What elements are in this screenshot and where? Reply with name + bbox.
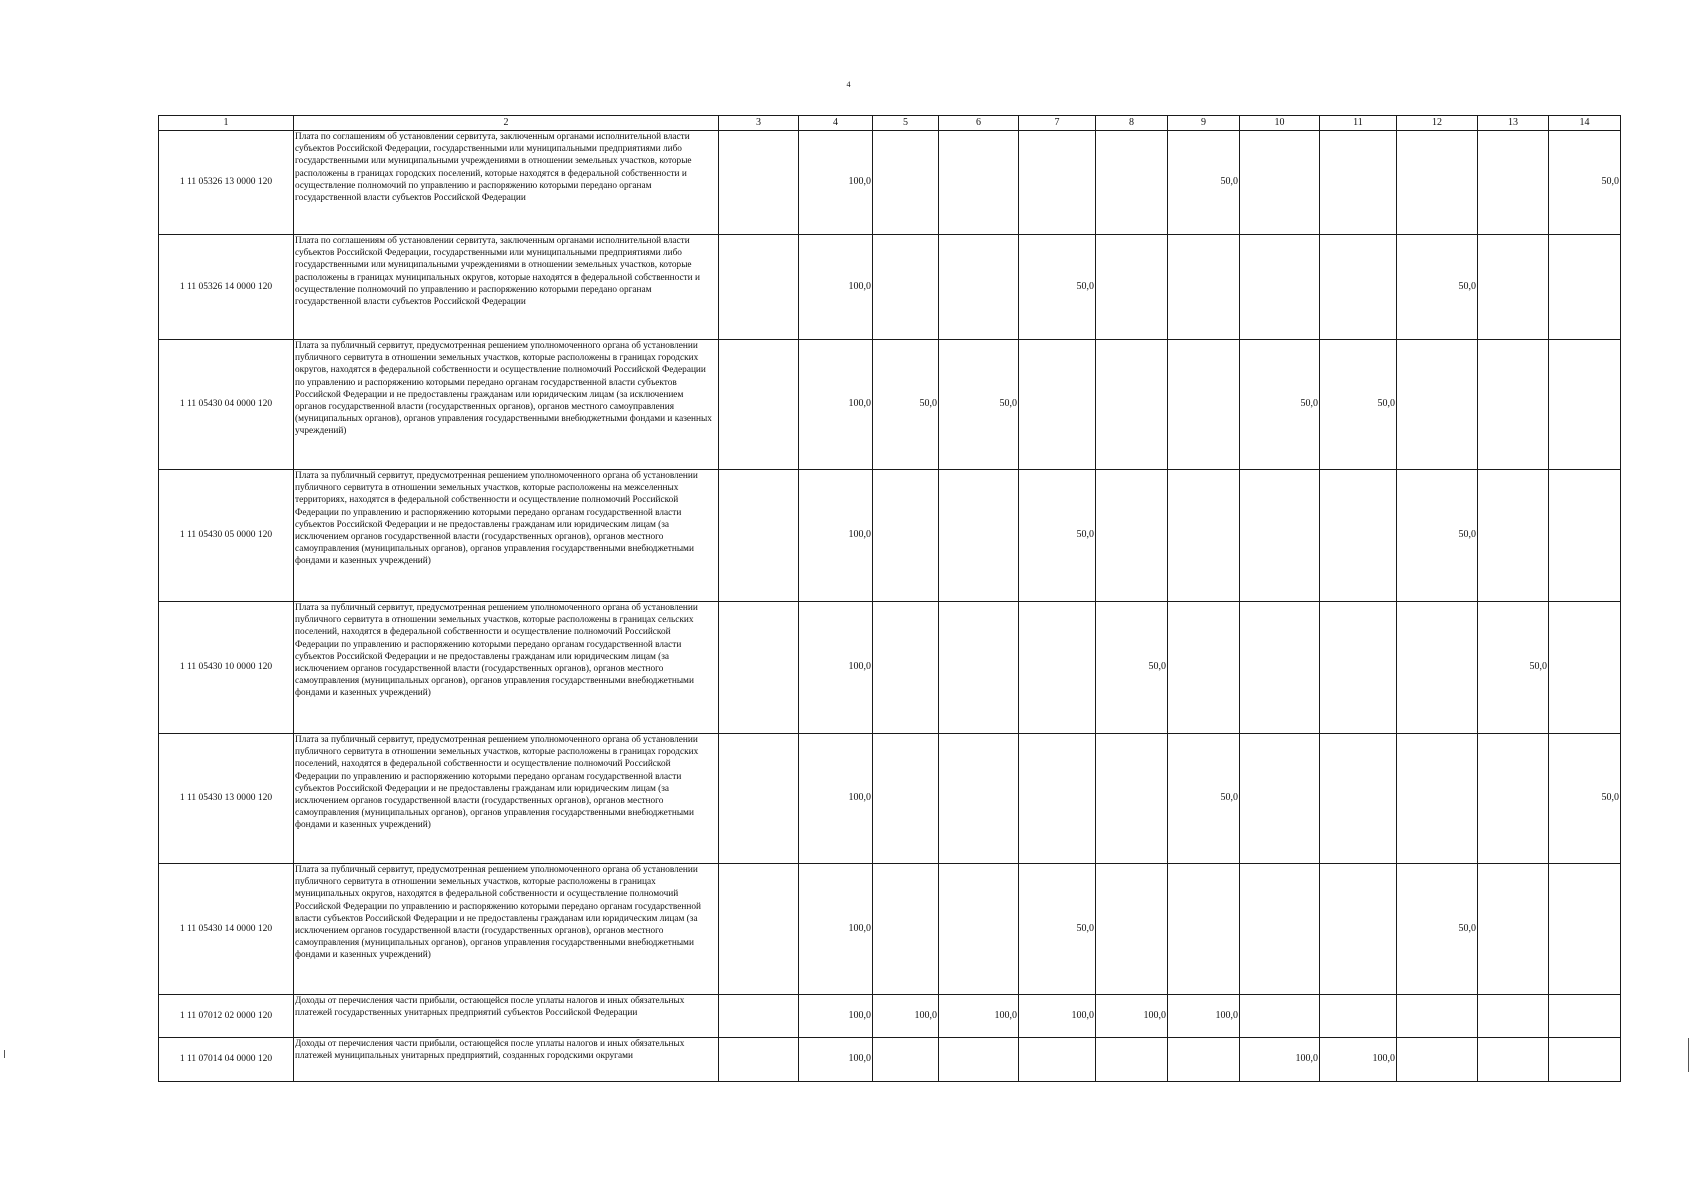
distribution-value-col-9 (1168, 1038, 1240, 1082)
distribution-value-col-13 (1478, 1038, 1549, 1082)
distribution-value-col-10 (1240, 131, 1320, 235)
distribution-value-col-10 (1240, 235, 1320, 340)
distribution-value-col-9 (1168, 340, 1240, 470)
table-row (159, 131, 1621, 235)
column-header-9: 9 (1168, 116, 1240, 131)
distribution-value-col-4: 100,0 (799, 235, 873, 340)
distribution-value-col-5 (873, 864, 939, 995)
revenue-description: Доходы от перечисления части прибыли, остающейся после уплаты налогов и иных обязательных платежей государственных унитарных предприятий субъектов Российской Федерации (294, 995, 719, 1038)
budget-classification-code: 1 11 05430 10 0000 120 (159, 602, 294, 734)
distribution-value-col-4: 100,0 (799, 864, 873, 995)
distribution-value-col-8: 100,0 (1096, 995, 1168, 1038)
distribution-value-col-12 (1397, 131, 1478, 235)
distribution-value-col-13 (1478, 470, 1549, 602)
table-row (159, 470, 1621, 602)
column-header-2: 2 (294, 116, 719, 131)
distribution-value-col-6 (939, 734, 1019, 864)
distribution-value-col-12: 50,0 (1397, 235, 1478, 340)
distribution-value-col-7: 50,0 (1019, 470, 1096, 602)
column-header-12: 12 (1397, 116, 1478, 131)
table-row (159, 734, 1621, 864)
revenue-description: Плата за публичный сервитут, предусмотренная решением уполномоченного органа об установлении публичного сервитута в отношении земельных участков, которые расположены в границах городских поселений, находятся в федеральной собственности и осуществление полномочий Российской Федерации по управлению и распоряжению которыми передано органам государственной власти субъектов Российской Федерации и не предоставлены гражданам или юридическим лицам (за исключением органов государственной власти (государственных органов), органов местного самоуправления (муниципальных органов), органов управления государственными внебюджетными фондами и казенных учреждений) (294, 734, 719, 864)
distribution-value-col-7 (1019, 340, 1096, 470)
distribution-value-col-3 (719, 470, 799, 602)
distribution-value-col-12 (1397, 340, 1478, 470)
budget-classification-code: 1 11 05430 14 0000 120 (159, 864, 294, 995)
distribution-value-col-11 (1320, 235, 1397, 340)
distribution-value-col-5 (873, 734, 939, 864)
distribution-value-col-10: 50,0 (1240, 340, 1320, 470)
distribution-value-col-5 (873, 470, 939, 602)
distribution-value-col-10: 100,0 (1240, 1038, 1320, 1082)
distribution-value-col-12: 50,0 (1397, 864, 1478, 995)
distribution-value-col-9 (1168, 470, 1240, 602)
distribution-value-col-10 (1240, 734, 1320, 864)
distribution-value-col-6 (939, 864, 1019, 995)
distribution-value-col-7 (1019, 602, 1096, 734)
distribution-value-col-5 (873, 131, 939, 235)
distribution-value-col-9: 50,0 (1168, 734, 1240, 864)
revenue-description: Доходы от перечисления части прибыли, остающейся после уплаты налогов и иных обязательных платежей муниципальных унитарных предприятий, созданных городскими округами (294, 1038, 719, 1082)
distribution-value-col-3 (719, 995, 799, 1038)
distribution-value-col-4: 100,0 (799, 470, 873, 602)
table-row (159, 864, 1621, 995)
distribution-value-col-3 (719, 734, 799, 864)
distribution-value-col-10 (1240, 995, 1320, 1038)
budget-classification-code: 1 11 07014 04 0000 120 (159, 1038, 294, 1082)
distribution-value-col-5 (873, 602, 939, 734)
budget-classification-code: 1 11 05430 13 0000 120 (159, 734, 294, 864)
distribution-value-col-7: 50,0 (1019, 235, 1096, 340)
distribution-value-col-13 (1478, 734, 1549, 864)
column-header-10: 10 (1240, 116, 1320, 131)
distribution-value-col-14 (1549, 470, 1621, 602)
distribution-value-col-8: 50,0 (1096, 602, 1168, 734)
revenue-description: Плата за публичный сервитут, предусмотренная решением уполномоченного органа об установлении публичного сервитута в отношении земельных участков, которые расположены в границах муниципальных округов, находятся в федеральной собственности и осуществление полномочий Российской Федерации по управлению и распоряжению которыми передано органам государственной власти субъектов Российской Федерации и не предоставлены гражданам или юридическим лицам (за исключением органов государственной власти (государственных органов), органов местного самоуправления (муниципальных органов), органов управления государственными внебюджетными фондами и казенных учреждений) (294, 864, 719, 995)
distribution-value-col-6: 100,0 (939, 995, 1019, 1038)
budget-classification-code: 1 11 05430 05 0000 120 (159, 470, 294, 602)
column-header-7: 7 (1019, 116, 1096, 131)
distribution-value-col-14: 50,0 (1549, 131, 1621, 235)
table-row (159, 602, 1621, 734)
distribution-value-col-3 (719, 864, 799, 995)
table-row (159, 995, 1621, 1038)
column-header-8: 8 (1096, 116, 1168, 131)
distribution-value-col-6 (939, 470, 1019, 602)
distribution-value-col-4: 100,0 (799, 340, 873, 470)
distribution-value-col-11 (1320, 734, 1397, 864)
distribution-value-col-12 (1397, 1038, 1478, 1082)
table-row (159, 340, 1621, 470)
distribution-value-col-13: 50,0 (1478, 602, 1549, 734)
distribution-value-col-14 (1549, 602, 1621, 734)
distribution-value-col-5 (873, 235, 939, 340)
distribution-value-col-8 (1096, 1038, 1168, 1082)
distribution-value-col-12 (1397, 995, 1478, 1038)
distribution-value-col-11 (1320, 864, 1397, 995)
distribution-value-col-9: 50,0 (1168, 131, 1240, 235)
column-header-1: 1 (159, 116, 294, 131)
column-header-6: 6 (939, 116, 1019, 131)
distribution-value-col-8 (1096, 340, 1168, 470)
distribution-value-col-8 (1096, 470, 1168, 602)
distribution-value-col-7 (1019, 131, 1096, 235)
budget-classification-code: 1 11 05430 04 0000 120 (159, 340, 294, 470)
distribution-value-col-3 (719, 131, 799, 235)
distribution-value-col-10 (1240, 602, 1320, 734)
distribution-value-col-8 (1096, 131, 1168, 235)
distribution-value-col-11: 100,0 (1320, 1038, 1397, 1082)
distribution-value-col-6 (939, 131, 1019, 235)
distribution-value-col-5 (873, 1038, 939, 1082)
distribution-value-col-13 (1478, 995, 1549, 1038)
distribution-value-col-13 (1478, 340, 1549, 470)
revenue-description: Плата за публичный сервитут, предусмотренная решением уполномоченного органа об установлении публичного сервитута в отношении земельных участков, которые расположены в границах городских округов, находятся в федеральной собственности и осуществление полномочий Российской Федерации по управлению и распоряжению которыми передано органам государственной власти субъектов Российской Федерации и не предоставлены гражданам или юридическим лицам (за исключением органов государственной власти (государственных органов), органов местного самоуправления (муниципальных органов), органов управления государственными внебюджетными фондами и казенных учреждений) (294, 340, 719, 470)
table-row (159, 235, 1621, 340)
distribution-value-col-9 (1168, 602, 1240, 734)
distribution-value-col-6 (939, 602, 1019, 734)
distribution-value-col-4: 100,0 (799, 1038, 873, 1082)
distribution-value-col-12 (1397, 734, 1478, 864)
distribution-value-col-4: 100,0 (799, 131, 873, 235)
column-header-13: 13 (1478, 116, 1549, 131)
revenue-description: Плата за публичный сервитут, предусмотренная решением уполномоченного органа об установлении публичного сервитута в отношении земельных участков, которые расположены в границах сельских поселений, находятся в федеральной собственности и осуществление полномочий Российской Федерации по управлению и распоряжению которыми передано органам государственной власти субъектов Российской Федерации и не предоставлены гражданам или юридическим лицам (за исключением органов государственной власти (государственных органов), органов местного самоуправления (муниципальных органов), органов управления государственными внебюджетными фондами и казенных учреждений) (294, 602, 719, 734)
distribution-value-col-3 (719, 1038, 799, 1082)
distribution-value-col-14 (1549, 235, 1621, 340)
revenue-distribution-table-wrapper (158, 115, 1621, 1082)
revenue-description: Плата за публичный сервитут, предусмотренная решением уполномоченного органа об установлении публичного сервитута в отношении земельных участков, которые расположены на межселенных территориях, находятся в федеральной собственности и осуществление полномочий Российской Федерации по управлению и распоряжению которыми передано органам государственной власти субъектов Российской Федерации и не предоставлены гражданам или юридическим лицам (за исключением органов государственной власти (государственных органов), органов местного самоуправления (муниципальных органов), органов управления государственными внебюджетными фондами и казенных учреждений) (294, 470, 719, 602)
distribution-value-col-8 (1096, 235, 1168, 340)
distribution-value-col-9: 100,0 (1168, 995, 1240, 1038)
distribution-value-col-7 (1019, 734, 1096, 864)
table-header-row (159, 116, 1621, 131)
distribution-value-col-7 (1019, 1038, 1096, 1082)
distribution-value-col-9 (1168, 235, 1240, 340)
distribution-value-col-11 (1320, 602, 1397, 734)
distribution-value-col-5: 50,0 (873, 340, 939, 470)
column-header-4: 4 (799, 116, 873, 131)
distribution-value-col-3 (719, 602, 799, 734)
revenue-description: Плата по соглашениям об установлении сервитута, заключенным органами исполнительной власти субъектов Российской Федерации, государственными или муниципальными предприятиями либо государственными или муниципальными учреждениями в отношении земельных участков, которые расположены в границах городских поселений, которые находятся в федеральной собственности и осуществление полномочий по управлению и распоряжению которыми передано органам государственной власти субъектов Российской Федерации (294, 131, 719, 235)
distribution-value-col-7: 50,0 (1019, 864, 1096, 995)
distribution-value-col-12: 50,0 (1397, 470, 1478, 602)
distribution-value-col-8 (1096, 734, 1168, 864)
distribution-value-col-3 (719, 340, 799, 470)
distribution-value-col-11: 50,0 (1320, 340, 1397, 470)
scan-edge-mark (4, 1050, 5, 1058)
column-header-11: 11 (1320, 116, 1397, 131)
distribution-value-col-5: 100,0 (873, 995, 939, 1038)
distribution-value-col-4: 100,0 (799, 602, 873, 734)
distribution-value-col-14 (1549, 995, 1621, 1038)
distribution-value-col-13 (1478, 131, 1549, 235)
budget-classification-code: 1 11 07012 02 0000 120 (159, 995, 294, 1038)
distribution-value-col-14 (1549, 340, 1621, 470)
table-body (159, 131, 1621, 1082)
distribution-value-col-14 (1549, 864, 1621, 995)
revenue-description: Плата по соглашениям об установлении сервитута, заключенным органами исполнительной власти субъектов Российской Федерации, государственными или муниципальными предприятиями либо государственными или муниципальными учреждениями в отношении земельных участков, которые расположены в границах муниципальных округов, которые находятся в федеральной собственности и осуществление полномочий по управлению и распоряжению которыми передано органам государственной власти субъектов Российской Федерации (294, 235, 719, 340)
column-header-14: 14 (1549, 116, 1621, 131)
table-row (159, 1038, 1621, 1082)
scan-edge-mark (1688, 1038, 1689, 1072)
distribution-value-col-10 (1240, 470, 1320, 602)
distribution-value-col-8 (1096, 864, 1168, 995)
page-number: 4 (846, 80, 851, 89)
distribution-value-col-6 (939, 235, 1019, 340)
revenue-distribution-table (158, 115, 1621, 1082)
distribution-value-col-6: 50,0 (939, 340, 1019, 470)
distribution-value-col-9 (1168, 864, 1240, 995)
distribution-value-col-13 (1478, 864, 1549, 995)
distribution-value-col-6 (939, 1038, 1019, 1082)
budget-classification-code: 1 11 05326 14 0000 120 (159, 235, 294, 340)
distribution-value-col-10 (1240, 864, 1320, 995)
column-header-5: 5 (873, 116, 939, 131)
distribution-value-col-11 (1320, 470, 1397, 602)
column-header-3: 3 (719, 116, 799, 131)
distribution-value-col-7: 100,0 (1019, 995, 1096, 1038)
distribution-value-col-14: 50,0 (1549, 734, 1621, 864)
distribution-value-col-13 (1478, 235, 1549, 340)
distribution-value-col-4: 100,0 (799, 734, 873, 864)
distribution-value-col-11 (1320, 131, 1397, 235)
distribution-value-col-4: 100,0 (799, 995, 873, 1038)
distribution-value-col-11 (1320, 995, 1397, 1038)
distribution-value-col-14 (1549, 1038, 1621, 1082)
distribution-value-col-12 (1397, 602, 1478, 734)
budget-classification-code: 1 11 05326 13 0000 120 (159, 131, 294, 235)
distribution-value-col-3 (719, 235, 799, 340)
